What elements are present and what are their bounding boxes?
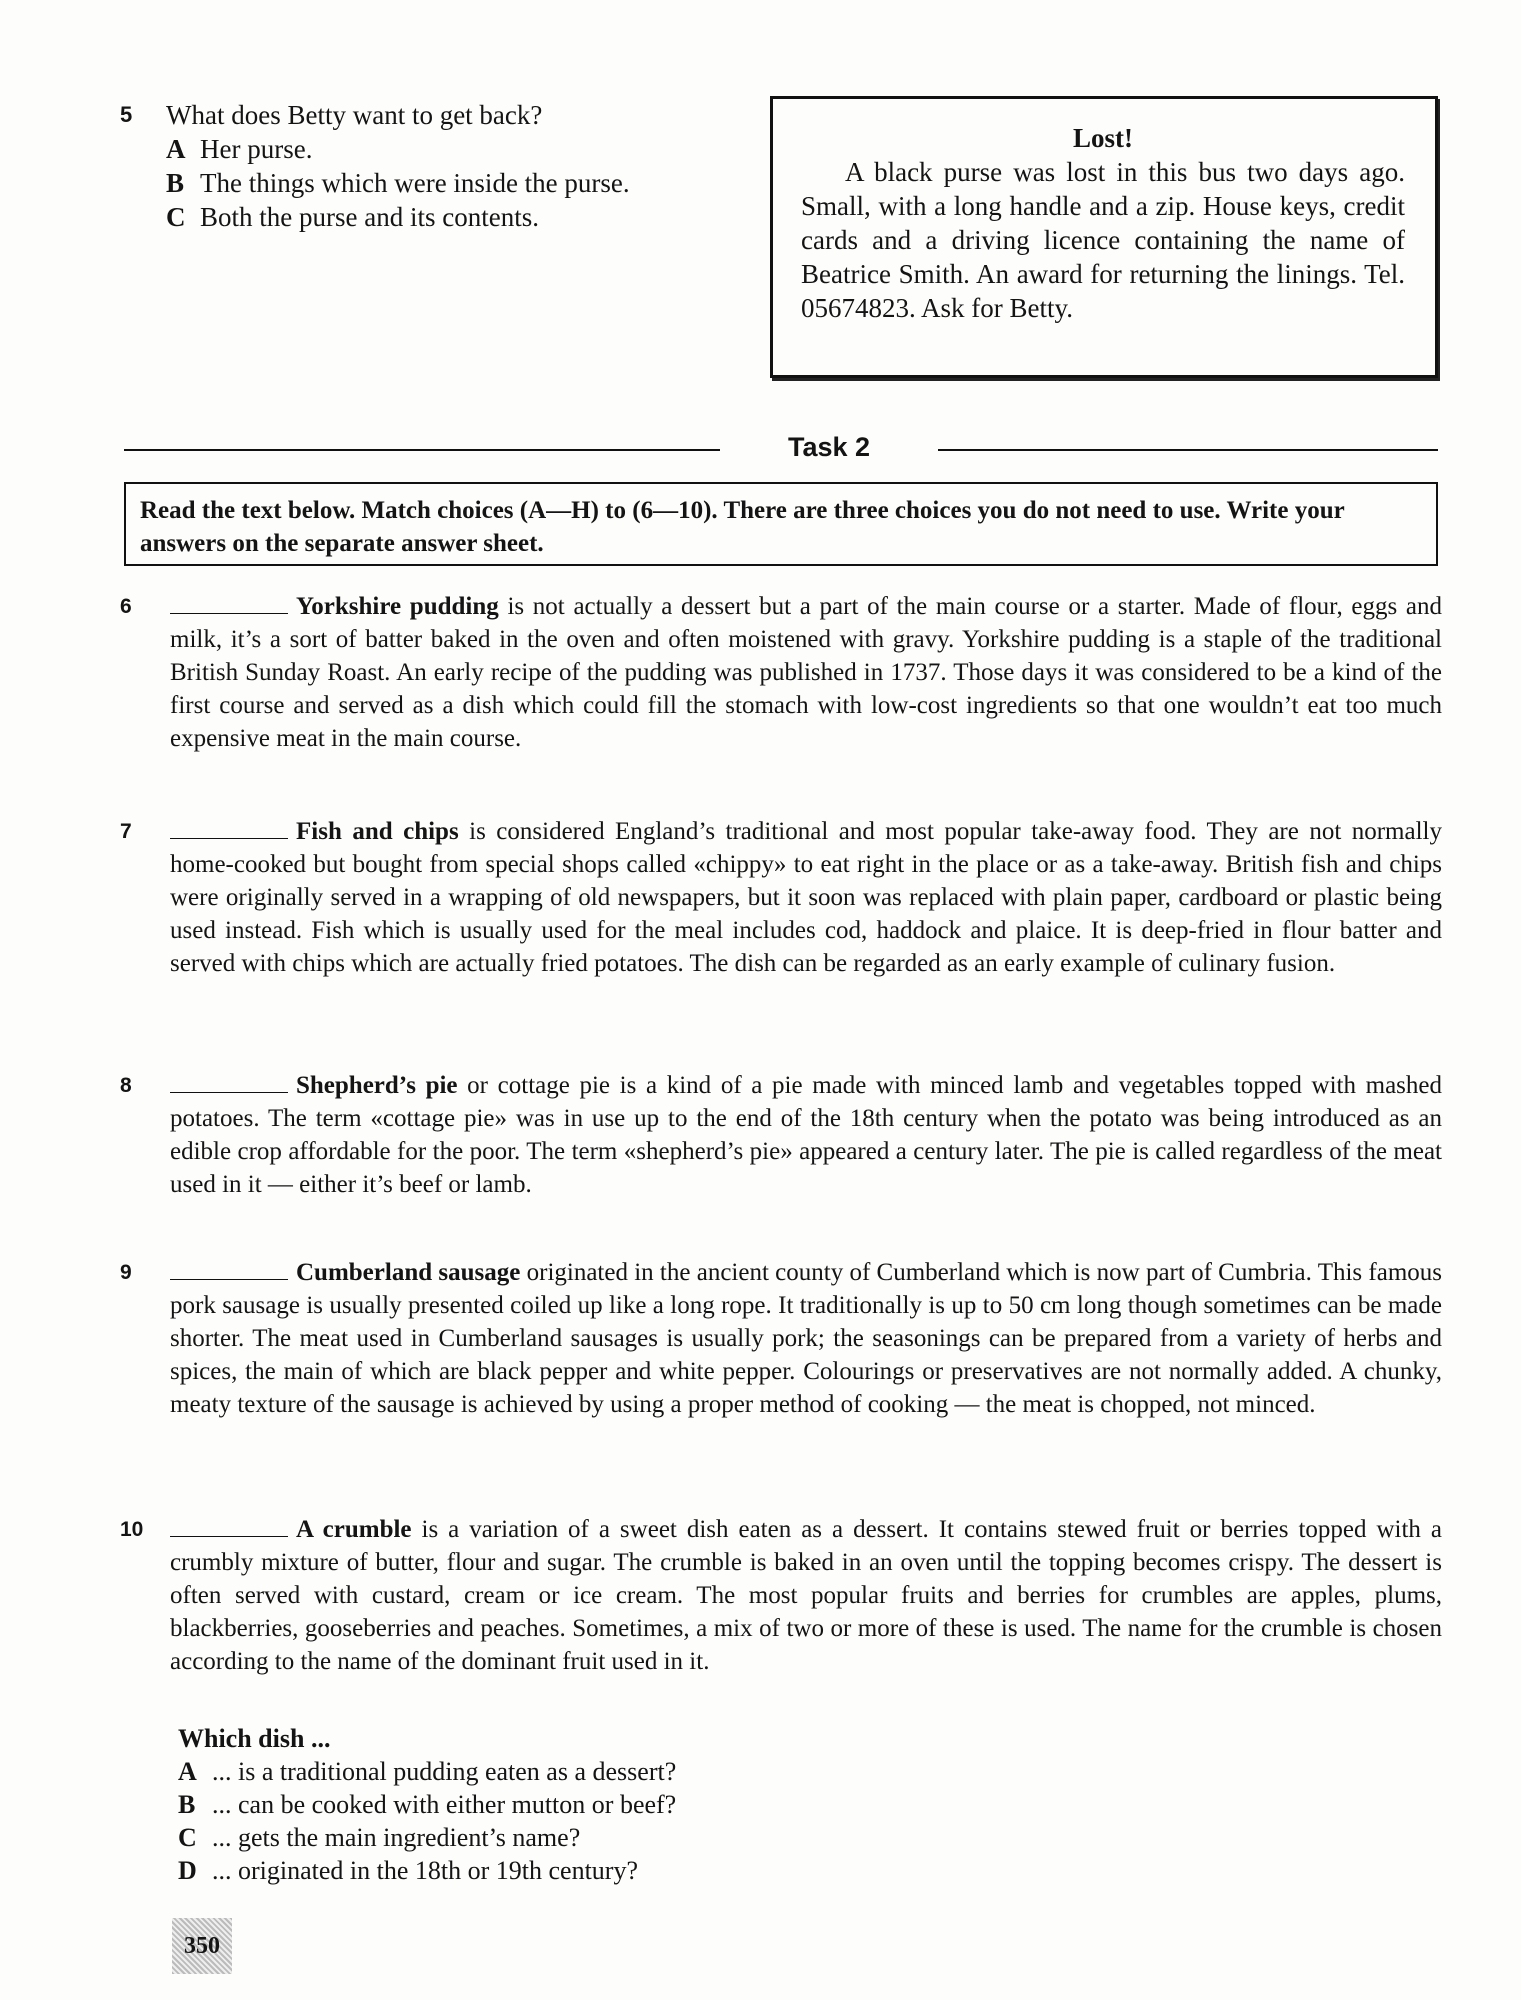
paragraph-6 [120, 590, 1442, 755]
choice-d: D ... originated in the 18th or 19th century? [178, 1856, 639, 1885]
paragraph-9 [120, 1256, 1442, 1421]
paragraph-number: 7 [120, 820, 132, 843]
divider [938, 449, 1438, 451]
answer-blank [170, 1261, 288, 1280]
choice-a: A ... is a traditional pudding eaten as a dessert? [178, 1757, 677, 1786]
paragraph-title: Yorkshire pudding [296, 593, 499, 620]
paragraph-8 [120, 1069, 1442, 1201]
lost-notice [770, 96, 1438, 378]
task-instructions: Read the text below. Match choices (A—H) to (6—10). There are three choices you do not need to use. Write your answers on the separate answer sheet. [124, 482, 1438, 566]
paragraph-number: 10 [120, 1518, 144, 1541]
divider [124, 449, 720, 451]
answer-blank [170, 1074, 288, 1093]
task-title: Task 2 [787, 432, 871, 462]
paragraph-text: is considered England’s traditional and most popular take-away food. They are not normally home-cooked but bought from special shops called «chippy» to eat right in the place or as a take-away. British fish and chips were originally served in a wrapping of old newspapers, but it soon was replaced with plain paper, cardboard or plastic being used instead. Fish which is usually used for the meal includes cod, haddock and plaice. It is deep-fried in flour batter and served with chips which are actually fried potatoes. The dish can be regarded as an early example of culinary fusion. [170, 818, 1442, 977]
paragraph-number: 6 [120, 595, 132, 618]
question-number: 5 [120, 102, 133, 127]
paragraph-7 [120, 815, 1442, 980]
paragraph-text: is a variation of a sweet dish eaten as a dessert. It contains stewed fruit or berries topped with a crumbly mixture of butter, flour and sugar. The crumble is baked in an oven until the topping becomes crispy. The dessert is often served with custard, cream or ice cream. The most popular fruits and berries for crumbles are apples, plums, blackberries, gooseberries and peaches. Sometimes, a mix of two or more of these is used. The name for the crumble is chosen according to the name of the dominant fruit used in it. [170, 1516, 1442, 1675]
paragraph-title: Fish and chips [296, 818, 459, 845]
answer-blank [170, 1518, 288, 1537]
task-header [124, 432, 1438, 466]
notice-text: A black purse was lost in this bus two days ago. Small, with a long handle and a zip. House keys, credit cards and a driving licence containing the name of Beatrice Smith. An award for returning the linings. Tel. 05674823. Ask for Betty. [801, 157, 1405, 323]
question-5 [120, 98, 630, 234]
paragraph-title: Shepherd’s pie [296, 1072, 458, 1099]
choice-c: C ... gets the main ingredient’s name? [178, 1823, 581, 1852]
option-b: B The things which were inside the purse. [166, 168, 630, 198]
paragraph-title: Cumberland sausage [296, 1259, 521, 1286]
paragraph-number: 8 [120, 1074, 132, 1097]
option-a: A Her purse. [166, 134, 313, 164]
paragraph-text: is not actually a dessert but a part of the main course or a starter. Made of flour, eggs and milk, it’s a sort of batter baked in the oven and often moistened with gravy. Yorkshire pudding is a staple of the traditional British Sunday Roast. An early recipe of the pudding was published in 1737. Those days it was considered to be a kind of the first course and served as a dish which could fill the stomach with low-cost ingredients so that one wouldn’t eat too much expensive meat in the main course. [170, 593, 1442, 752]
paragraph-10 [120, 1513, 1442, 1678]
option-c: C Both the purse and its contents. [166, 202, 539, 232]
question-stem: What does Betty want to get back? [166, 100, 543, 130]
notice-title: Lost! [1073, 123, 1133, 153]
paragraph-text: originated in the ancient county of Cumberland which is now part of Cumbria. This famous pork sausage is usually presented coiled up like a long rope. It traditionally is up to 50 cm long though sometimes can be made shorter. The meat used in Cumberland sausages is usually pork; the seasonings can be prepared from a variety of herbs and spices, the main of which are black pepper and white pepper. Colourings or preservatives are not normally added. A chunky, meaty texture of the sausage is achieved by using a proper method of cooking — the meat is chopped, not minced. [170, 1259, 1443, 1418]
choice-b: B ... can be cooked with either mutton or beef? [178, 1790, 677, 1819]
paragraph-text: or cottage pie is a kind of a pie made with minced lamb and vegetables topped with mashed potatoes. The term «cottage pie» was in use up to the end of the 18th century when the potato was being introduced as an edible crop affordable for the poor. The term «shepherd’s pie» appeared a century later. The pie is called regardless of the meat used in it — either it’s beef or lamb. [170, 1072, 1442, 1198]
page-number: 350 [172, 1918, 232, 1974]
answer-blank [170, 820, 288, 839]
paragraph-title: A crumble [296, 1516, 412, 1543]
paragraph-number: 9 [120, 1261, 132, 1284]
choices-list [178, 1722, 676, 1887]
answer-blank [170, 595, 288, 614]
choices-heading: Which dish ... [178, 1724, 331, 1753]
